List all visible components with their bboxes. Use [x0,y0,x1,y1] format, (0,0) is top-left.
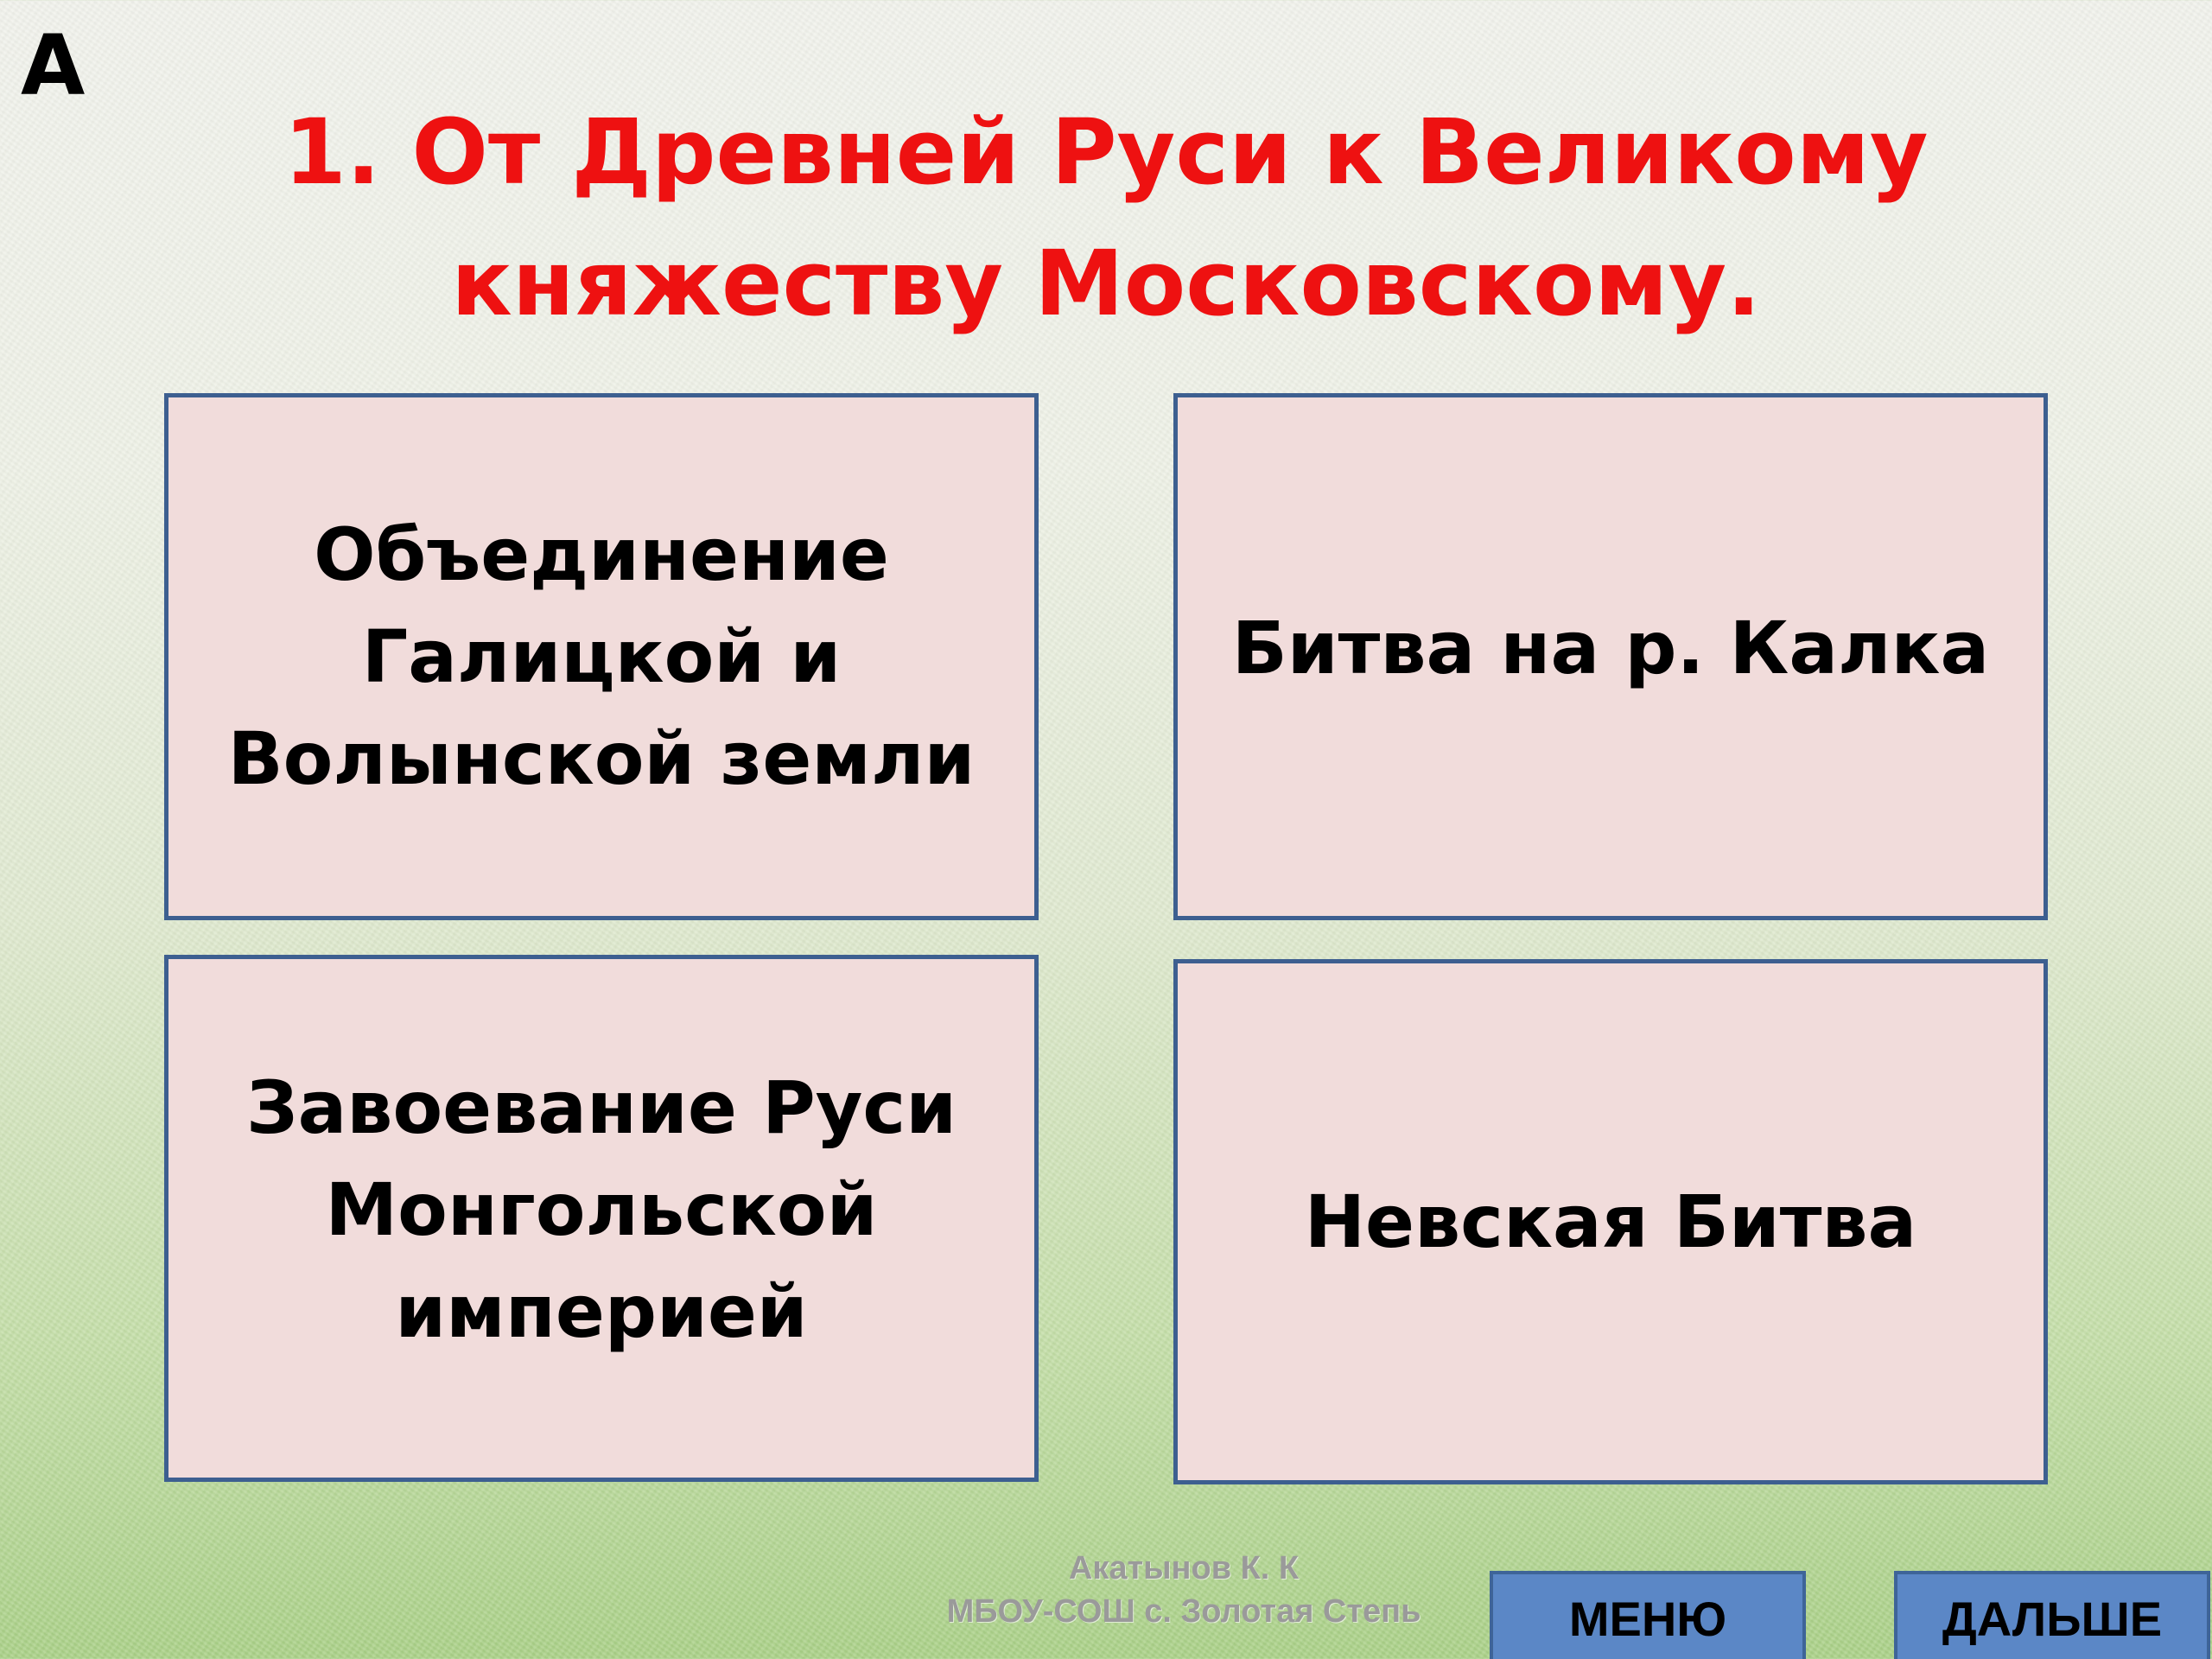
answer-card-1-text [202,504,1001,810]
corner-letter: А [21,17,86,114]
answer-card-4-line-1: Невская Битва [1304,1179,1917,1264]
answer-card-2[interactable] [1173,393,2048,920]
answer-card-1[interactable] [164,393,1039,920]
slide-title-line-1: 1. От Древней Руси к Великому [283,99,1929,205]
author-credit [881,1547,1486,1633]
slide-title-line-2: княжеству Московскому. [451,231,1761,336]
answer-card-4[interactable] [1173,959,2048,1484]
answer-card-1-line-3: Волынской земли [227,716,976,801]
slide-title [225,86,1987,349]
answer-card-2-text [1206,597,2015,699]
answer-card-1-line-2: Галицкой и [361,614,842,699]
answer-card-1-line-1: Объединение [314,512,889,597]
answer-card-3[interactable] [164,955,1039,1482]
answer-card-3-line-3: империей [395,1269,808,1354]
author-school: МБОУ-СОШ с. Золотая Степь [946,1593,1421,1630]
answer-card-4-text [1279,1171,1943,1273]
answer-card-3-text [220,1057,982,1363]
answer-card-2-line-1: Битва на р. Калка [1231,606,1990,690]
menu-button[interactable]: МЕНЮ [1490,1571,1806,1659]
next-button[interactable]: ДАЛЬШЕ [1894,1571,2210,1659]
answer-card-3-line-1: Завоевание Руси [245,1065,957,1150]
author-name: Акатынов К. К [1068,1550,1300,1586]
answer-card-3-line-2: Монгольской [325,1167,878,1252]
